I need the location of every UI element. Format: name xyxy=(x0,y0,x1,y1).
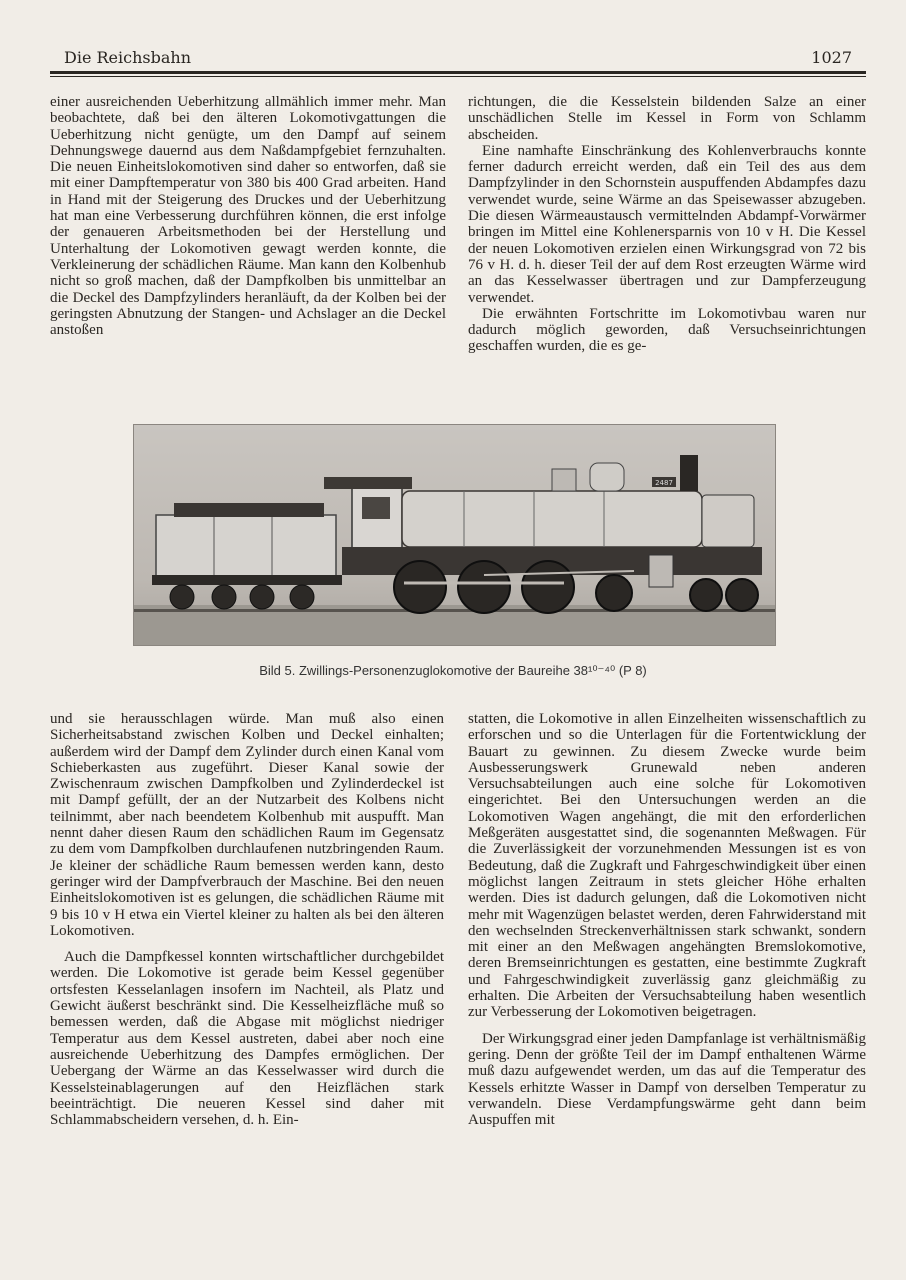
column-top-left xyxy=(50,94,446,338)
paragraph: richtungen, die die Kesselstein bildenden Salze an einer unschädlichen Stelle im Kessel in Form von Schlamm abscheiden. xyxy=(468,94,866,143)
paragraph: statten, die Lokomotive in allen Einzelheiten wissenschaftlich zu erforschen und so die Unterlagen für die Fortentwicklung der Bauart zu gewinnen. Zu diesem Zwecke wurde beim Ausbesserungswerk Grunewald neben anderen Versuchsabteilungen auch eine solche für Lokomotiven eingerichtet. Bei den Untersuchungen werden an die Lokomotiven Wagen angehängt, die mit den erforderlichen Meßgeräten ausgestattet sind, die sogenannten Meßwagen. Für die Zuverlässigkeit der vorzunehmenden Messungen ist es von Bedeutung, daß die Zugkraft und Fahrgeschwindigkeit über einen möglichst langen Zeitraum in stets gleicher Höhe erhalten werden. Dies ist dadurch gelungen, daß die Lokomotiven nicht mehr mit Wagenzügen belastet werden, deren Fahrwiderstand mit den wechselnden Streckenverhältnissen stark schwankt, sondern mit einer an den Meßwagen angehängten Bremslokomotive, deren Bremseinrichtungen es gestatten, eine bestimmte Zugkraft und Fahrgeschwindigkeit zuverlässig ganz gleichmäßig zu erhalten. Die Arbeiten der Versuchsabteilung haben wesentlich zur Verbesserung der Lokomotiven beigetragen. xyxy=(468,711,866,1021)
column-bottom-right xyxy=(468,711,866,1128)
header-rule xyxy=(50,71,866,74)
figure-caption: Bild 5. Zwillings-Personenzuglokomotive der Baureihe 38¹⁰⁻⁴⁰ (P 8) xyxy=(259,663,647,678)
column-top-right xyxy=(468,94,866,355)
paragraph: Auch die Dampfkessel konnten wirtschaftlicher durchgebildet werden. Die Lokomotive ist gerade beim Kessel gegenüber ortsfesten Kesselanlagen insofern im Nachteil, als Platz und Gewicht äußerst beschränkt sind. Die Kesselheizfläche muß so bemessen werden, daß die Abgase mit möglichst niedriger Temperatur aus dem Kessel austreten, dabei aber noch eine ausreichende Ueberhitzung des Dampfes ermöglichen. Der Uebergang der Wärme an das Kesselwasser wird durch die Kesselsteinablagerungen auf den Heizflächen stark beeinträchtigt. Die neueren Kessel sind daher mit Schlammabscheidern versehen, d. h. Ein- xyxy=(50,949,444,1129)
paragraph: Eine namhafte Einschränkung des Kohlenverbrauchs konnte ferner dadurch erreicht werden, daß ein Teil des aus dem Dampfzylinder in den Schornstein auspuffenden Abdampfes dazu verwendet wurde, seine Wärme an das Speisewasser abzugeben. Die diesen Wärmeaustausch vermittelnden Abdampf-Vorwärmer bringen im Mittel eine Kohlenersparnis von 10 v H. Die Kessel der neuen Lokomotiven erzielen einen Wirkungsgrad von 72 bis 76 v H. d. h. dieser Teil der auf dem Rost erzeugten Wärme wird an das Kesselwasser übertragen und zur Dampferzeugung verwendet. xyxy=(468,142,866,306)
column-bottom-left xyxy=(50,711,444,1128)
paragraph: Die erwähnten Fortschritte im Lokomotivbau waren nur dadurch möglich geworden, daß Versuchseinrichtungen geschaffen wurden, die es ge- xyxy=(468,305,866,355)
header-rule-thin xyxy=(50,76,866,77)
paragraph: Der Wirkungsgrad einer jeden Dampfanlage ist verhältnismäßig gering. Denn der größte Teil der im Dampf enthaltenen Wärme muß dazu aufgewendet werden, um das auf die Temperatur des Kessels erhitzte Wasser in Dampf von derselben Temperatur zu verwandeln. Diese Verdampfungswärme geht dann beim Auspuffen mit xyxy=(468,1030,866,1129)
locomotive-photo xyxy=(133,424,776,646)
page-number: 1027 xyxy=(811,48,852,67)
running-header xyxy=(50,46,852,72)
plate-number: 2487 xyxy=(655,479,673,487)
journal-title: Die Reichsbahn xyxy=(64,48,191,67)
paragraph: und sie herausschlagen würde. Man muß also einen Sicherheitsabstand zwischen Kolben und Deckel einhalten; außerdem wird der Dampf dem Zylinder durch einen Kanal vom Schieberkasten aus zugeführt. Dieser Kanal sowie der Zwischenraum zwischen Dampfkolben und Zylinderdeckel ist mit Dampf gefüllt, der an der Nutzarbeit des Kolbens nicht teilnimmt, aber nach beendetem Kolbenhub mit auspufft. Man nennt daher diesen Raum den schädlichen Raum im Gegensatz zu dem vom Dampfkolben durchlaufenen nutzbringenden Raum. Je kleiner der schädliche Raum bemessen werden kann, desto geringer wird der Dampfverbrauch der Maschine. Bei den neuen Einheitslokomotiven ist es gelungen, die schädlichen Räume mit 9 bis 10 v H etwa ein Viertel kleiner zu halten als bei den älteren Lokomotiven. xyxy=(50,711,444,939)
paragraph: einer ausreichenden Ueberhitzung allmählich immer mehr. Man beobachtete, daß bei den älteren Lokomotivgattungen die Ueberhitzung nicht genügte, um den Dampf auf seinem Dehnungswege dauernd aus dem Naßdampfgebiet fernzuhalten. Die neuen Einheitslokomotiven sind daher so entworfen, daß sie mit einer Dampftemperatur von 380 bis 400 Grad arbeiten. Hand in Hand mit der Steigerung des Druckes und der Ueberhitzung hat man eine Verbesserung durchführen können, die erst infolge der genaueren Arbeitsmethoden bei der Herstellung und Unterhaltung der Lokomotiven gewagt werden konnte, die Verkleinerung der schädlichen Räume. Man kann den Kolbenhub nicht so groß machen, daß der Dampfkolben bis unmittelbar an die Deckel des Dampfzylinders heranläuft, da der Kolben bei der geringsten Abnutzung der Stangen- und Achslager an die Deckel anstoßen xyxy=(50,94,446,339)
